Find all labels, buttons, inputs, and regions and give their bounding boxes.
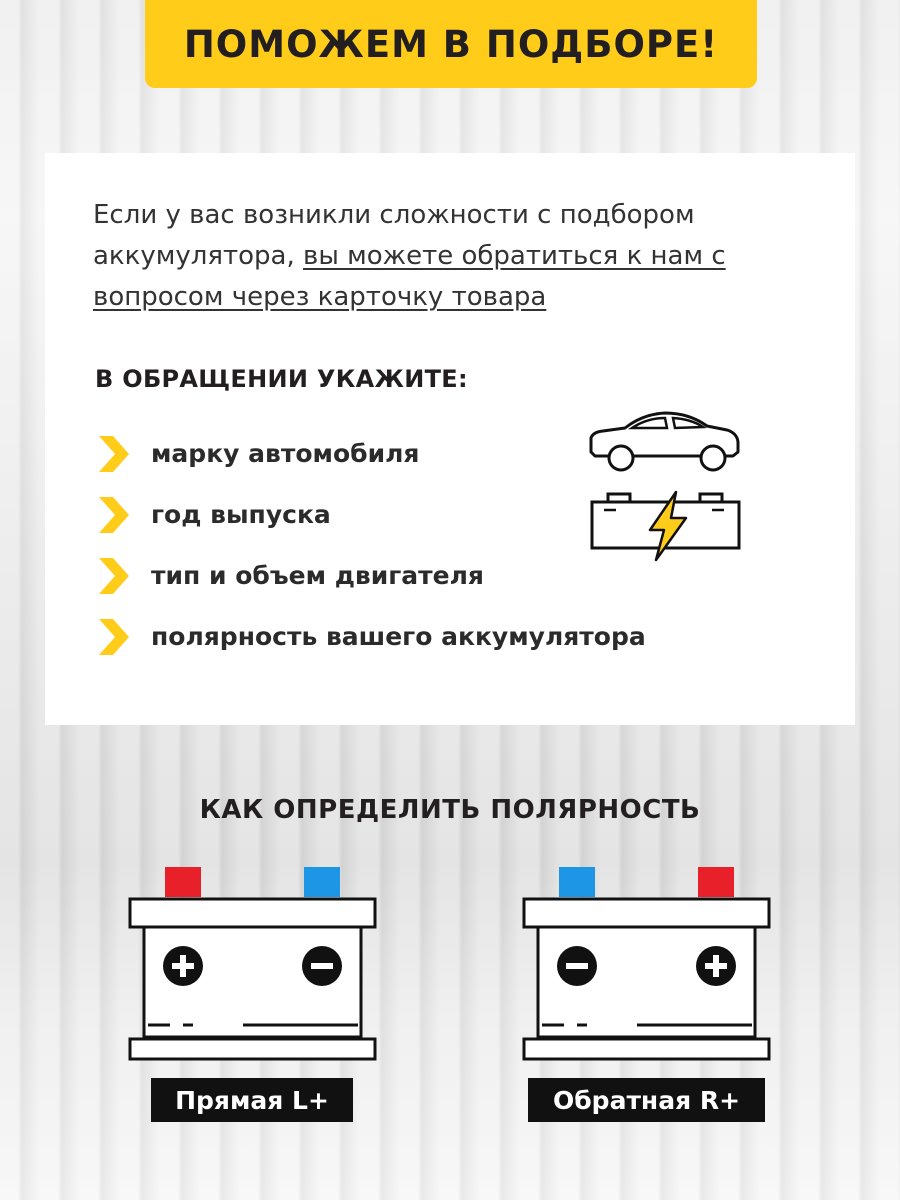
terminal-plus <box>698 867 734 897</box>
intro-text <box>93 195 783 318</box>
list-item-label: марку автомобиля <box>151 439 420 468</box>
list-item <box>97 606 646 667</box>
plus-icon <box>696 946 736 986</box>
list-item-label: год выпуска <box>151 500 331 529</box>
straight-polarity-label: Прямая L+ <box>151 1078 353 1122</box>
chevron-right-icon <box>97 434 131 474</box>
terminal-plus <box>165 867 201 897</box>
reverse-polarity-label: Обратная R+ <box>528 1078 765 1122</box>
polarity-title: КАК ОПРЕДЕЛИТЬ ПОЛЯРНОСТЬ <box>199 795 701 825</box>
chevron-right-icon <box>97 495 131 535</box>
chevron-right-icon <box>97 617 131 657</box>
intro-plain-text: Если у вас возникли сложности с подбором аккумулятора, <box>93 200 695 271</box>
list-item-label: полярность вашего аккумулятора <box>151 622 646 651</box>
battery-icon <box>588 488 743 563</box>
page-title: ПОМОЖЕМ В ПОДБОРЕ! <box>183 22 719 66</box>
battery-straight-polarity-diagram <box>128 862 378 1062</box>
intro-contact-link[interactable]: вы можете обратиться к нам с вопросом через карточку товара <box>93 241 726 312</box>
minus-icon <box>557 946 597 986</box>
minus-icon <box>302 946 342 986</box>
list-item <box>97 484 646 545</box>
battery-reverse-polarity-diagram <box>522 862 772 1062</box>
car-icon <box>587 408 742 478</box>
list-item <box>97 545 646 606</box>
list-item <box>97 423 646 484</box>
chevron-right-icon <box>97 556 131 596</box>
plus-icon <box>163 946 203 986</box>
terminal-minus <box>559 867 595 897</box>
request-title: В ОБРАЩЕНИИ УКАЖИТЕ: <box>95 365 468 393</box>
list-item-label: тип и объем двигателя <box>151 561 484 590</box>
request-list <box>97 423 646 667</box>
info-card <box>45 153 855 725</box>
header-banner <box>145 0 757 88</box>
terminal-minus <box>304 867 340 897</box>
